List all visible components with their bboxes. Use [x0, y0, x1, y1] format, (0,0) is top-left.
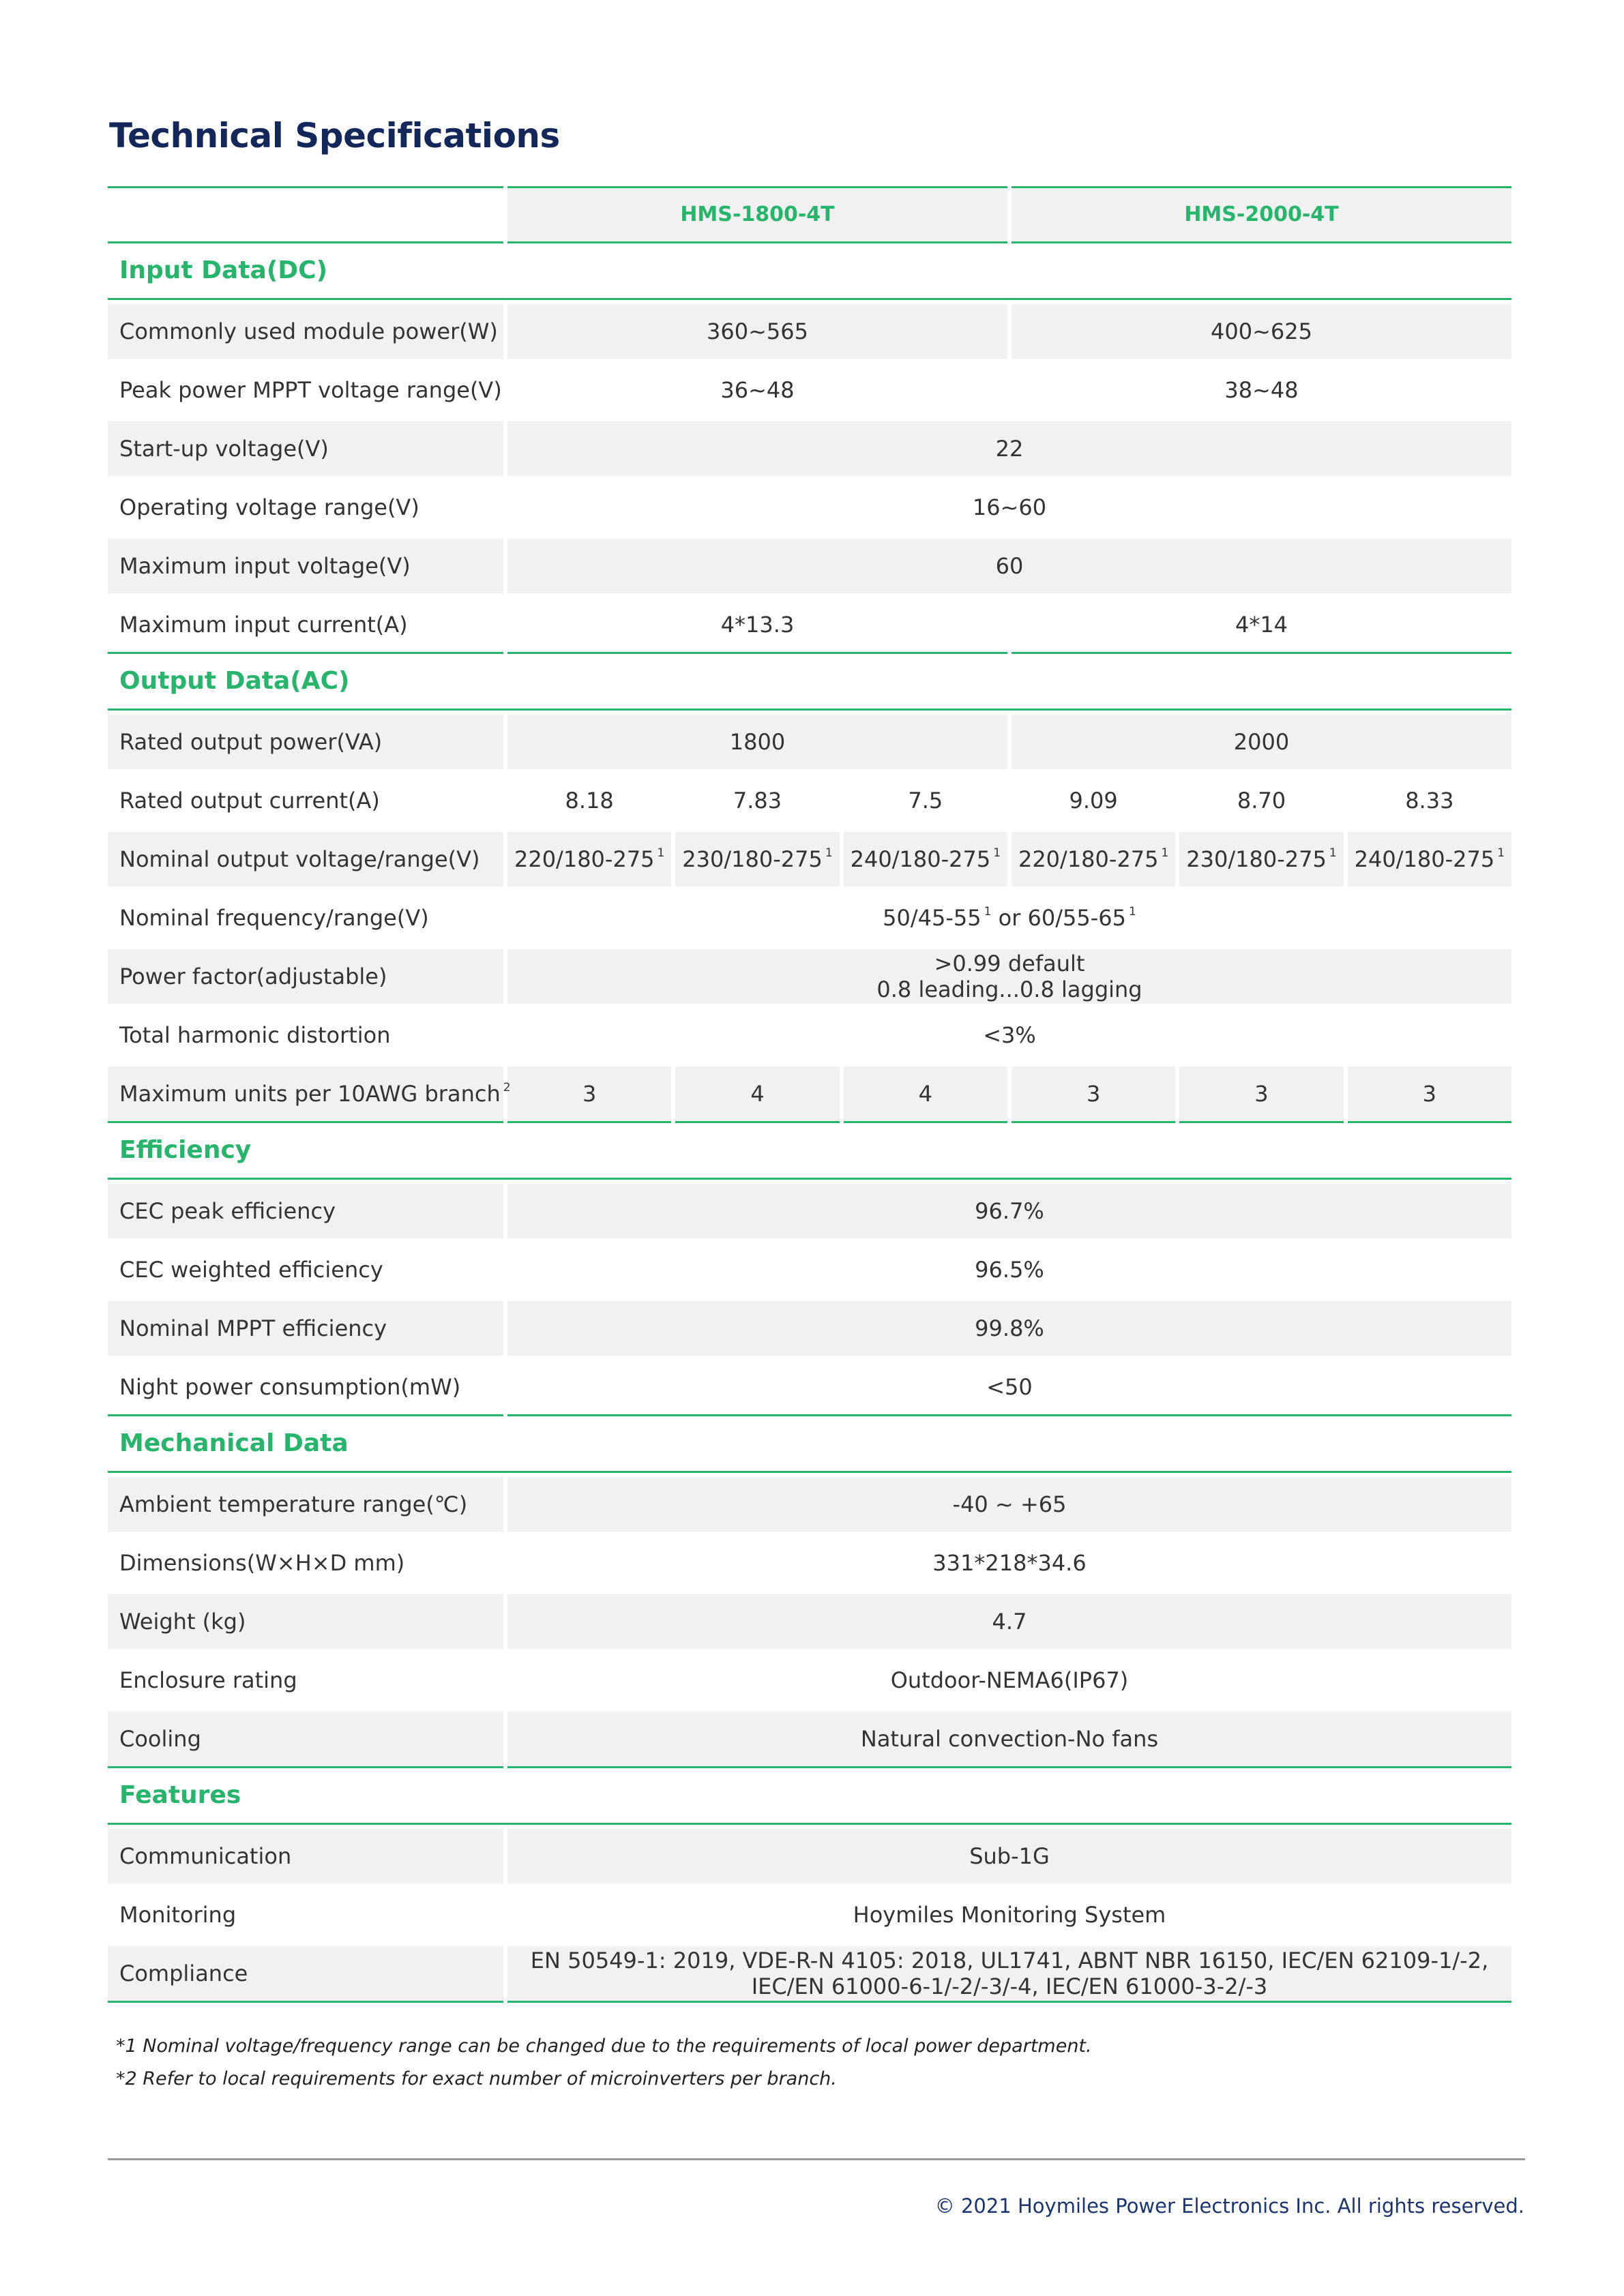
row-label: Monitoring [108, 1883, 503, 1942]
row-value: <50 [507, 1356, 1511, 1416]
table-row [108, 300, 1511, 359]
row-value [1179, 828, 1343, 886]
row-label: Nominal frequency/range(V) [108, 886, 503, 945]
row-value: -40 ~ +65 [507, 1473, 1511, 1532]
row-value: 3 [507, 1062, 671, 1123]
footnote-marker: 1 [984, 904, 992, 919]
row-label: Ambient temperature range(℃) [108, 1473, 503, 1532]
value-text: 230/180-275 [1186, 846, 1327, 872]
table-row [108, 1062, 1511, 1123]
model-header: HMS-1800-4T [507, 186, 1007, 243]
value-text: 50/45-55 [883, 905, 981, 931]
table-row [108, 1238, 1511, 1297]
table-row [108, 1356, 1511, 1416]
row-value [675, 828, 839, 886]
section-heading: Input Data(DC) [108, 243, 1511, 300]
table-row [108, 1708, 1511, 1768]
row-value: 7.5 [844, 769, 1007, 828]
footnote: *1 Nominal voltage/frequency range can be changed due to the requirements of local power department. [116, 2036, 1092, 2057]
row-value: 22 [507, 417, 1511, 476]
row-label: Night power consumption(mW) [108, 1356, 503, 1416]
value-line: IEC/EN 61000-6-1/-2/-3/-4, IEC/EN 61000-3-2/-3 [751, 1973, 1268, 1999]
row-label: Total harmonic distortion [108, 1004, 503, 1062]
footnote-marker: 1 [657, 846, 665, 860]
value-text: 220/180-275 [514, 846, 655, 872]
row-label: Nominal output voltage/range(V) [108, 828, 503, 886]
table-row [108, 769, 1511, 828]
footnote-marker: 2 [503, 1080, 511, 1094]
value-text: or [998, 905, 1021, 931]
row-value [1012, 828, 1175, 886]
row-value: 8.70 [1179, 769, 1343, 828]
table-row [108, 1590, 1511, 1649]
row-label: CEC weighted efficiency [108, 1238, 503, 1297]
table-row [108, 828, 1511, 886]
row-value: 1800 [507, 711, 1007, 769]
row-label: Commonly used module power(W) [108, 300, 503, 359]
table-row [108, 1942, 1511, 2003]
footnote-marker: 1 [1161, 846, 1169, 860]
spec-table [104, 186, 1516, 2003]
row-label: Start-up voltage(V) [108, 417, 503, 476]
page-title: Technical Specifications [109, 116, 560, 155]
row-value: Outdoor-NEMA6(IP67) [507, 1649, 1511, 1708]
row-value: 60 [507, 535, 1511, 593]
row-value [1348, 828, 1511, 886]
table-row [108, 1532, 1511, 1590]
row-value: 4*14 [1012, 593, 1511, 654]
table-header-row [108, 186, 1511, 243]
row-label: Rated output power(VA) [108, 711, 503, 769]
row-value: 8.18 [507, 769, 671, 828]
table-row [108, 1004, 1511, 1062]
table-row [108, 1883, 1511, 1942]
row-value: 38~48 [1012, 359, 1511, 417]
row-value: <3% [507, 1004, 1511, 1062]
value-text: 240/180-275 [1354, 846, 1495, 872]
footnote-marker: 1 [825, 846, 833, 860]
section-row-efficiency [108, 1123, 1511, 1180]
row-label: Peak power MPPT voltage range(V) [108, 359, 503, 417]
label-text: Maximum units per 10AWG branch [119, 1081, 501, 1107]
footnote: *2 Refer to local requirements for exact number of microinverters per branch. [116, 2068, 837, 2089]
table-row [108, 1473, 1511, 1532]
row-label: CEC peak efficiency [108, 1180, 503, 1238]
row-value: 331*218*34.6 [507, 1532, 1511, 1590]
row-value: 4 [844, 1062, 1007, 1123]
row-label: Nominal MPPT efficiency [108, 1297, 503, 1356]
value-text: 220/180-275 [1018, 846, 1159, 872]
row-label [108, 1062, 511, 1123]
row-value: 16~60 [507, 476, 1511, 535]
copyright-text: © 2021 Hoymiles Power Electronics Inc. All rights reserved. [934, 2194, 1524, 2218]
row-value: Hoymiles Monitoring System [507, 1883, 1511, 1942]
value-text: 230/180-275 [682, 846, 823, 872]
row-label: Operating voltage range(V) [108, 476, 503, 535]
section-row-features [108, 1768, 1511, 1825]
table-row [108, 476, 1511, 535]
value-line: >0.99 default [934, 951, 1085, 976]
value-line: EN 50549-1: 2019, VDE-R-N 4105: 2018, UL1741, ABNT NBR 16150, IEC/EN 62109-1/-2, [530, 1948, 1489, 1973]
section-row-output [108, 654, 1511, 711]
row-value: Natural convection-No fans [507, 1708, 1511, 1768]
row-label: Cooling [108, 1708, 503, 1768]
row-value: 3 [1348, 1062, 1511, 1123]
table-row [108, 1649, 1511, 1708]
row-label: Power factor(adjustable) [108, 945, 503, 1004]
section-heading: Output Data(AC) [108, 654, 1511, 711]
footnote-marker: 1 [993, 846, 1001, 860]
row-value: 4 [675, 1062, 839, 1123]
section-row-input [108, 243, 1511, 300]
table-row [108, 945, 1511, 1004]
row-label: Rated output current(A) [108, 769, 503, 828]
table-row [108, 1825, 1511, 1883]
row-value: 8.33 [1348, 769, 1511, 828]
table-row [108, 359, 1511, 417]
table-row [108, 1180, 1511, 1238]
row-value: 9.09 [1012, 769, 1175, 828]
row-value [507, 945, 1511, 1004]
section-heading: Efficiency [108, 1123, 1511, 1180]
footer-divider [108, 2158, 1525, 2160]
row-value: 4.7 [507, 1590, 1511, 1649]
table-row [108, 1297, 1511, 1356]
value-text: 60/55-65 [1027, 905, 1127, 931]
row-value: 3 [1012, 1062, 1175, 1123]
row-label: Weight (kg) [108, 1590, 503, 1649]
row-value: 4*13.3 [507, 593, 1007, 654]
row-value: 99.8% [507, 1297, 1511, 1356]
section-heading: Mechanical Data [108, 1416, 1511, 1473]
row-value: 2000 [1012, 711, 1511, 769]
table-row [108, 593, 1511, 654]
row-label: Dimensions(W×H×D mm) [108, 1532, 503, 1590]
row-value [507, 828, 671, 886]
row-value [507, 1942, 1511, 2003]
row-value: 3 [1179, 1062, 1343, 1123]
value-line: 0.8 leading...0.8 lagging [876, 976, 1142, 1002]
row-label: Enclosure rating [108, 1649, 503, 1708]
footnote-marker: 1 [1329, 846, 1337, 860]
model-header: HMS-2000-4T [1012, 186, 1511, 243]
row-value: 7.83 [675, 769, 839, 828]
table-row [108, 711, 1511, 769]
row-value [507, 886, 1511, 945]
row-label: Maximum input voltage(V) [108, 535, 503, 593]
row-value: 400~625 [1012, 300, 1511, 359]
row-label: Maximum input current(A) [108, 593, 503, 654]
section-heading: Features [108, 1768, 1511, 1825]
footnote-marker: 1 [1497, 846, 1505, 860]
row-value: Sub-1G [507, 1825, 1511, 1883]
table-row [108, 535, 1511, 593]
row-value: 96.5% [507, 1238, 1511, 1297]
section-row-mechanical [108, 1416, 1511, 1473]
footnote-marker: 1 [1129, 904, 1136, 919]
table-row [108, 886, 1511, 945]
value-text: 240/180-275 [850, 846, 991, 872]
header-corner-cell [108, 186, 503, 243]
row-value [844, 828, 1007, 886]
table-row [108, 417, 1511, 476]
row-label: Compliance [108, 1942, 503, 2003]
row-label: Communication [108, 1825, 503, 1883]
row-value: 36~48 [507, 359, 1007, 417]
row-value: 360~565 [507, 300, 1007, 359]
row-value: 96.7% [507, 1180, 1511, 1238]
